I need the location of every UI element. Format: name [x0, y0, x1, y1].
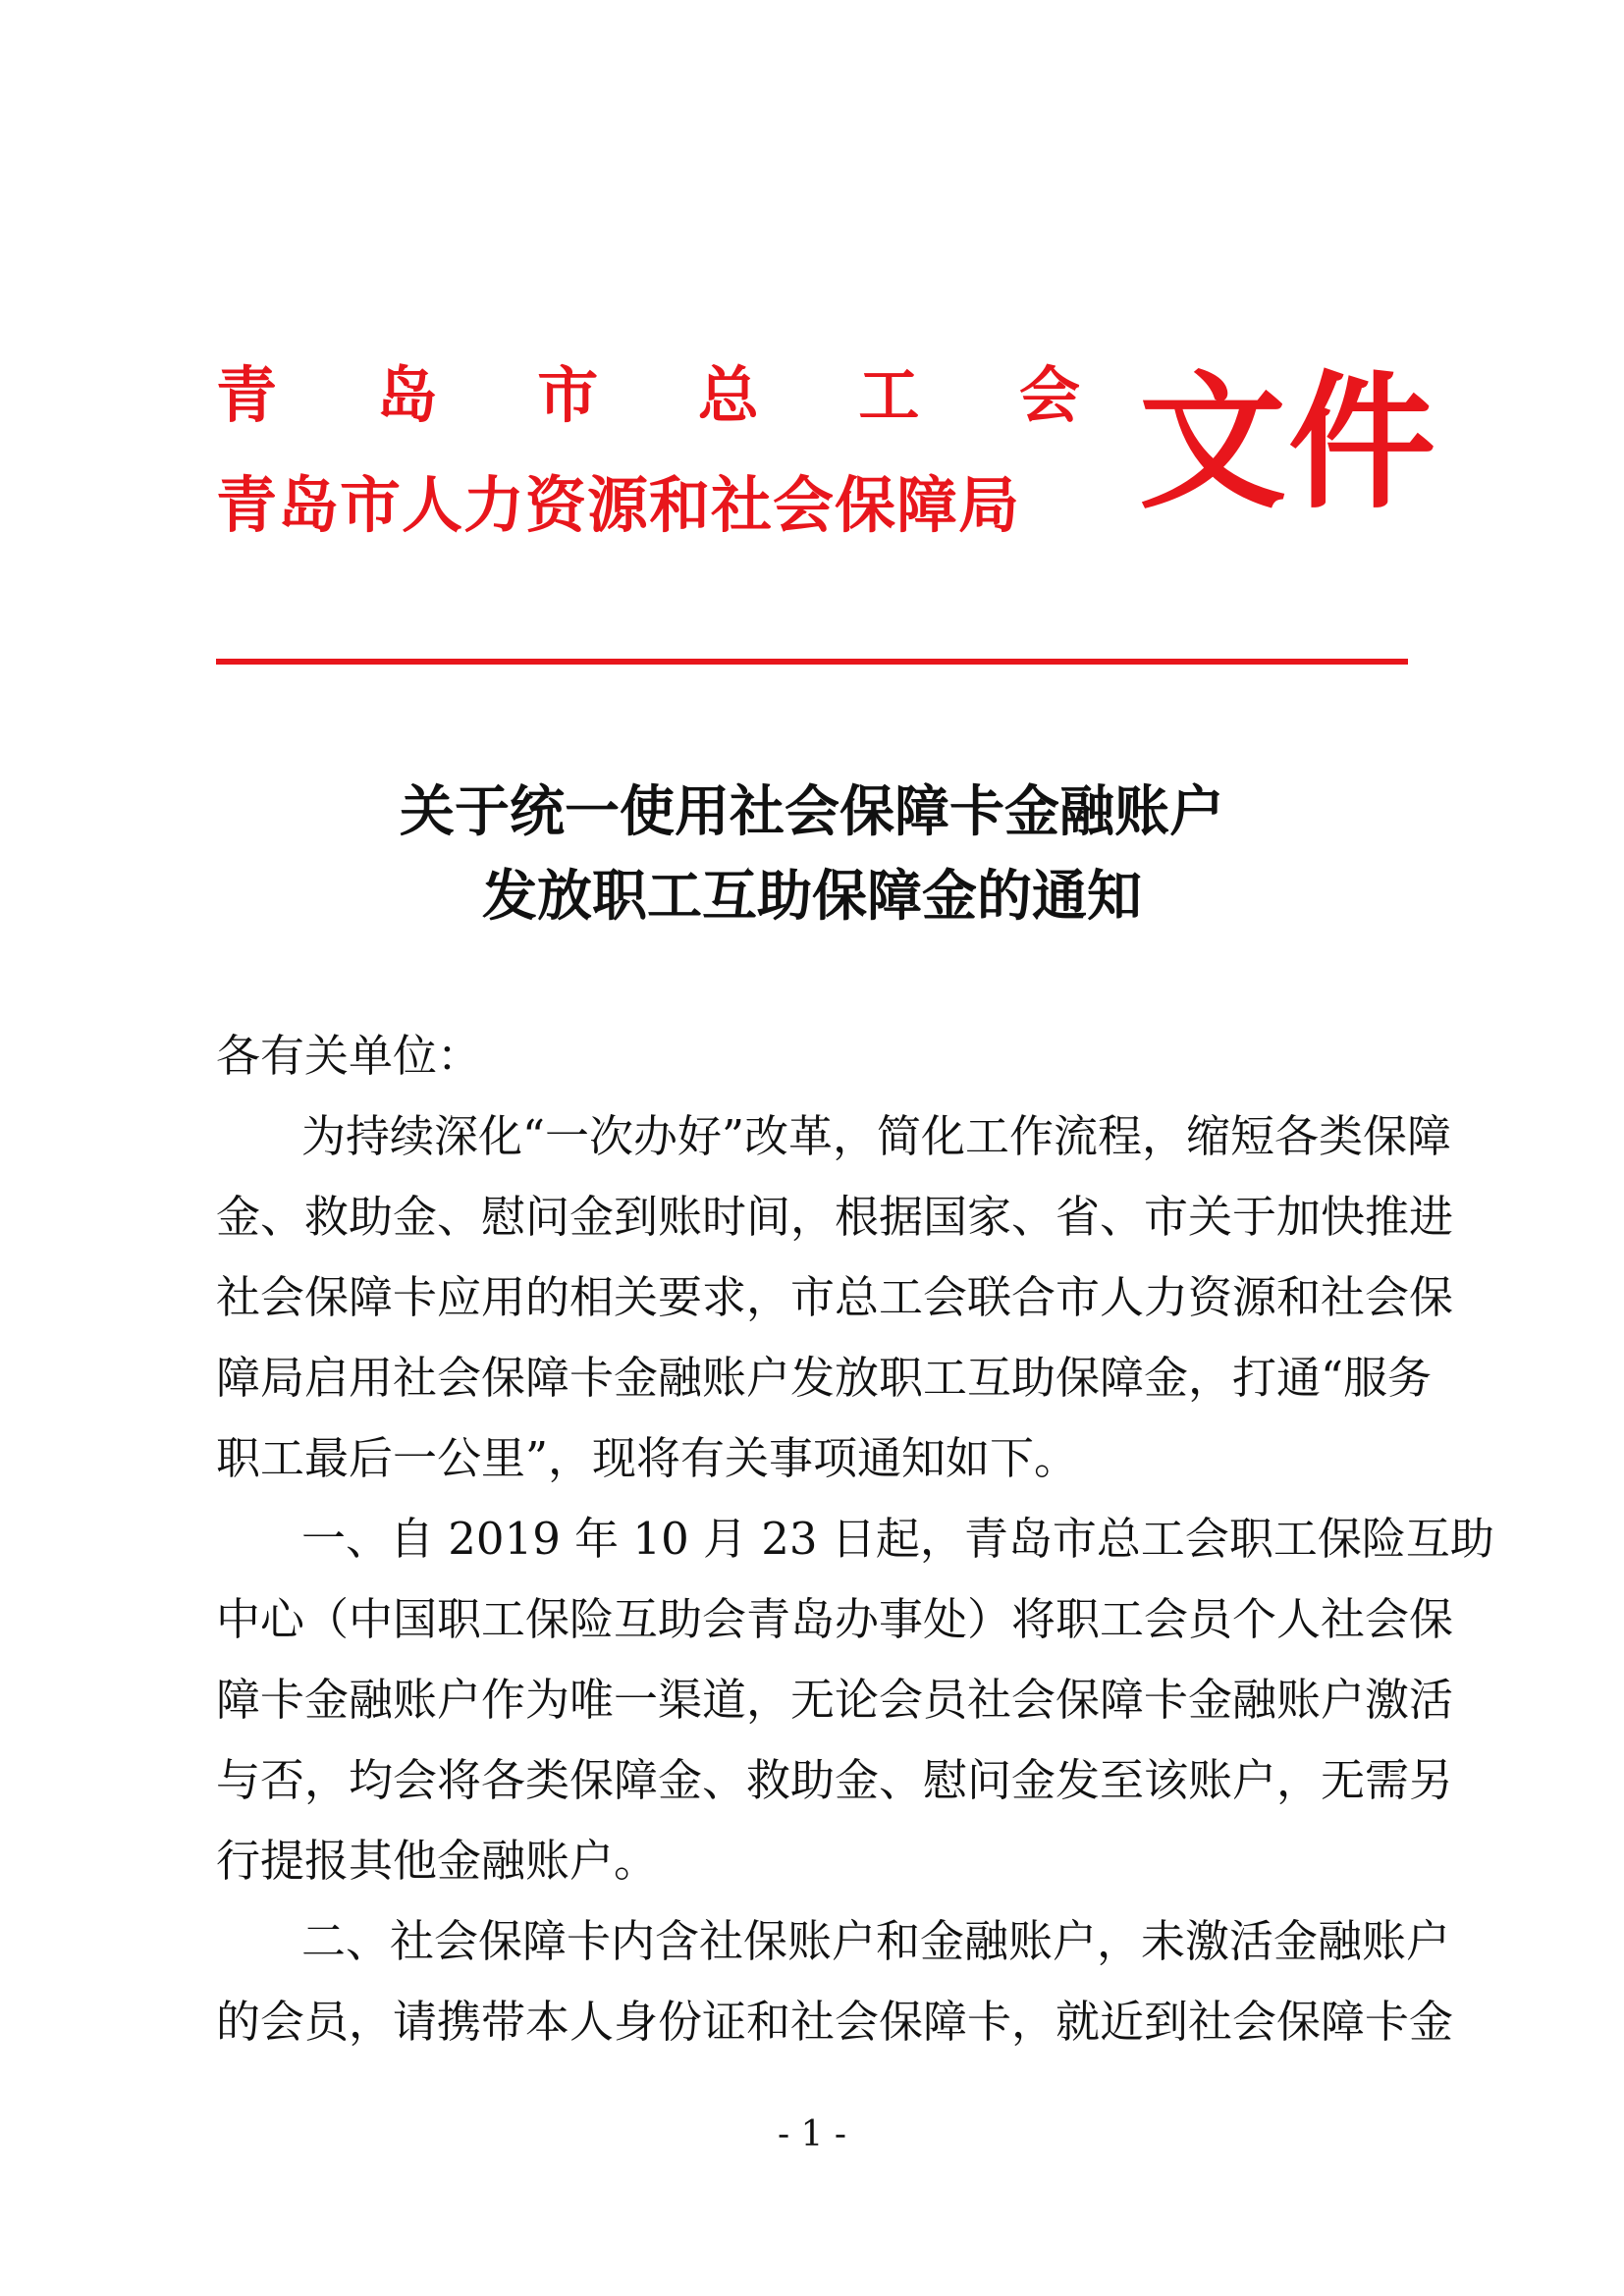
body-line: 社会保障卡应用的相关要求，市总工会联合市人力资源和社会保 — [216, 1271, 1454, 1323]
document-title-line-1: 关于统一使用社会保障卡金融账户 — [400, 779, 1224, 844]
body-line: 行提报其他金融账户。 — [216, 1835, 659, 1887]
issuer-1-char: 岛 — [376, 359, 438, 431]
issuer-1-char: 市 — [537, 359, 599, 431]
body-line: 与否，均会将各类保障金、救助金、慰问金发至该账户，无需另 — [216, 1754, 1454, 1806]
issuer-1-char: 会 — [1018, 359, 1080, 431]
issuer-1-char: 青 — [216, 359, 278, 431]
body-line: 二、社会保障卡内含社保账户和金融账户，未激活金融账户 — [301, 1915, 1451, 1967]
red-separator-rule — [216, 659, 1408, 665]
issuer-1-char: 总 — [697, 359, 759, 431]
body-line: 障局启用社会保障卡金融账户发放职工互助保障金，打通“服务 — [216, 1352, 1433, 1404]
page-number: - 1 - — [777, 2114, 847, 2155]
body-line: 中心（中国职工保险互助会青岛办事处）将职工会员个人社会保 — [216, 1593, 1454, 1645]
body-line: 障卡金融账户作为唯一渠道，无论会员社会保障卡金融账户激活 — [216, 1674, 1454, 1726]
body-line: 为持续深化“一次办好”改革，简化工作流程，缩短各类保障 — [301, 1110, 1452, 1162]
salutation: 各有关单位： — [216, 1030, 482, 1082]
body-line: 一、自 2019 年 10 月 23 日起，青岛市总工会职工保险互助 — [301, 1513, 1494, 1565]
body-line: 金、救助金、慰问金到账时间，根据国家、省、市关于加快推进 — [216, 1191, 1454, 1243]
document-type-label: 文件 — [1139, 356, 1438, 529]
body-line: 的会员，请携带本人身份证和社会保障卡，就近到社会保障卡金 — [216, 1996, 1454, 2048]
issuer-line-2: 青岛市人力资源和社会保障局 — [216, 469, 1021, 541]
issuer-1-char: 工 — [858, 359, 920, 431]
issuer-line-1 — [216, 353, 1080, 438]
document-title-line-2: 发放职工互助保障金的通知 — [482, 864, 1142, 929]
body-line: 职工最后一公里”，现将有关事项通知如下。 — [216, 1432, 1079, 1484]
